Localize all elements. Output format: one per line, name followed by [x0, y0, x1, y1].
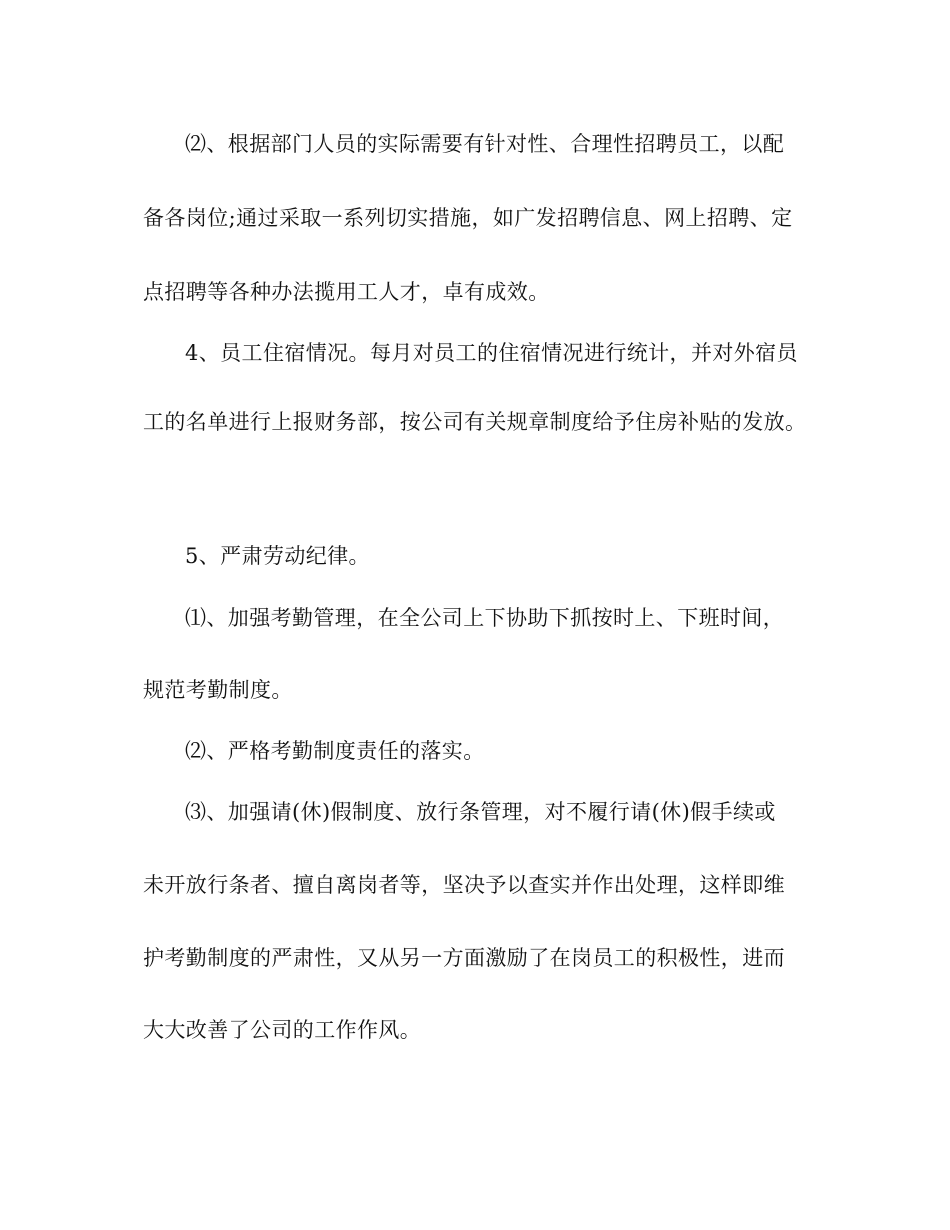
paragraph-line: ⑴、加强考勤管理，在全公司上下协助下抓按时上、下班时间， — [185, 606, 785, 630]
paragraph-line: 4、员工住宿情况。每月对员工的住宿情况进行统计，并对外宿员 — [185, 341, 798, 365]
paragraph-line: 规范考勤制度。 — [143, 678, 293, 702]
paragraph-line: 大大改善了公司的工作作风。 — [143, 1018, 422, 1042]
paragraph-line: ⑵、严格考勤制度责任的落实。 — [185, 739, 485, 763]
paragraph-line: 工的名单进行上报财务部，按公司有关规章制度给予住房补贴的发放。 — [143, 410, 807, 434]
paragraph-line: 点招聘等各种办法揽用工人才，卓有成效。 — [143, 280, 550, 304]
paragraph-line: 备各岗位;通过采取一系列切实措施，如广发招聘信息、网上招聘、定 — [143, 206, 793, 230]
section-heading: 5、严肃劳动纪律。 — [185, 544, 370, 568]
paragraph-line: ⑶、加强请(休)假制度、放行条管理，对不履行请(休)假手续或 — [185, 800, 776, 824]
paragraph-line: ⑵、根据部门人员的实际需要有针对性、合理性招聘员工，以配 — [185, 132, 785, 156]
paragraph-line: 未开放行条者、擅自离岗者等，坚决予以查实并作出处理，这样即维 — [143, 873, 785, 897]
paragraph-line: 护考勤制度的严肃性，又从另一方面激励了在岗员工的积极性，进而 — [143, 946, 785, 970]
